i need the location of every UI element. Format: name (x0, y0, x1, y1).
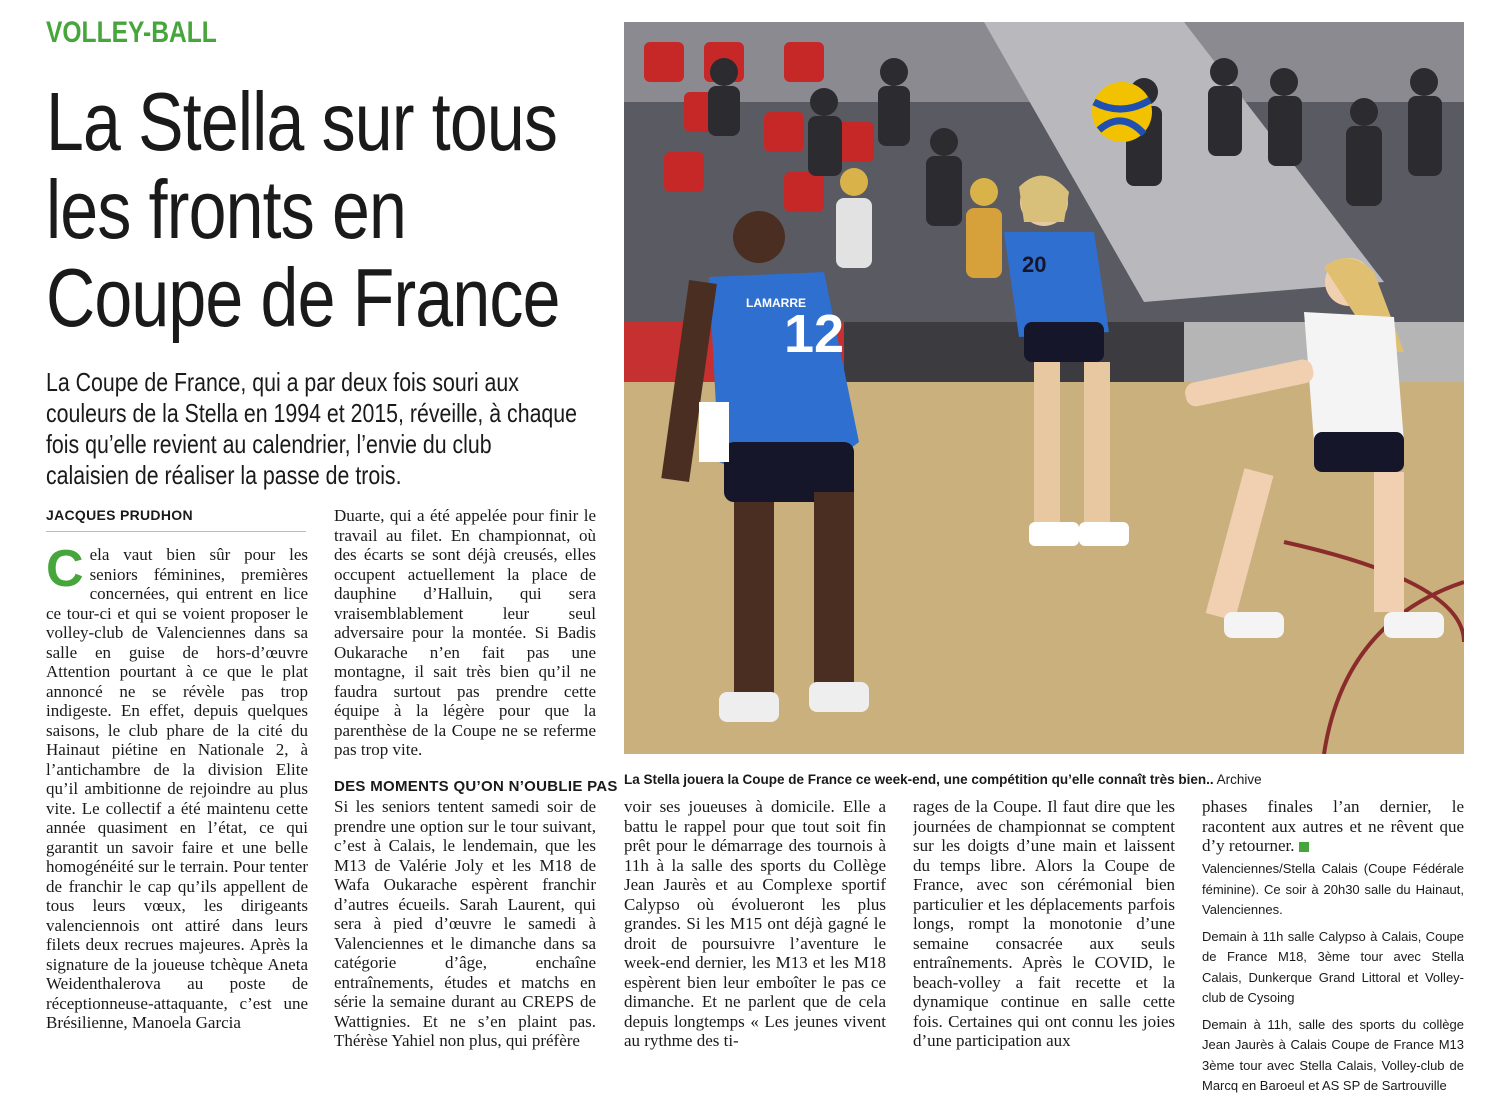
schedule-item: Demain à 11h, salle des sports du collège Jean Jaurès à Calais Coupe de France M13 3ème tour avec Stella Calais, Volley-club de Marcq en Baroeul et AS SP de Sartrouville (1202, 1016, 1464, 1093)
body-column-2-bottom (334, 797, 596, 1077)
headline: La Stella sur tous les fronts en Coupe de France (46, 75, 560, 344)
body-text: voir ses joueuses à domicile. Elle a battu le rappel pour que tout soit fin prêt pour le démarrage des tournois à 11h à la salle des sports du Collège Jean Jaurès et au Complexe sportif Calypso où évolueront les plus grandes. Si les M15 ont déjà gagné le droit de poursuivre l’aventure le week-end dernier, les M13 et les M18 espèrent bien leur emboîter le pas ce dimanche. Et ne parlent que de cela depuis longtemps « Les jeunes vivent au rythme des ti- (624, 797, 886, 1050)
jersey-number-12: 12 (784, 304, 845, 364)
subheading: DES MOMENTS QU’ON N’OUBLIE PAS (334, 778, 618, 795)
body-text: Duarte, qui a été appelée pour finir le travail au filet. En championnat, où des écarts se sont déjà creusés, elles occupent actuellement la place de dauphine d’Halluin, qui sera vraisemblablement leur seul adversaire pour la montée. Si Badis Oukarache n’en fait pas une montagne, il sait très bien qu’il ne faudra surtout pas prendre cette équipe à la légère pour que la parenthèse de la Coupe ne se referme pas trop vite. (334, 506, 596, 759)
jersey-name: LAMARRE (746, 296, 806, 310)
body-column-5 (1202, 797, 1464, 857)
schedule-item: Demain à 11h salle Calypso à Calais, Coupe de France M18, 3ème tour avec Stella Calais, Dunkerque Grand Littoral et Volley-club de Cysoing (1202, 928, 1464, 1005)
body-column-2-top (334, 506, 596, 759)
byline: JACQUES PRUDHON (46, 507, 193, 523)
end-mark-icon (1299, 842, 1309, 852)
drop-cap: C (46, 545, 84, 598)
body-text: ela vaut bien sûr pour les seniors féminines, premières concernées, qui entrent en lice ce tour-ci et qui se voient proposer le volley-club de Valenciennes dans sa salle en guise de hors-d’œuvre Attention pourtant à ce que le plat annoncé ne se révèle pas trop indigeste. En effet, depuis quelques saisons, le club phare de la cité du Hainaut piétine en Nationale 2, à l’antichambre de la division Elite qu’il ambitionne de rejoindre au plus vite. Le collectif a été maintenu cette année quasiment en l’état, ce qui garantit un savoir faire et une belle homogénéité sur le terrain. Pour tenter de franchir le cap qu’ils appellent de tous leurs vœux, les dirigeants valenciennois ont attiré dans leurs filets deux recrues majeures. Après la signature de la joueuse tchèque Aneta Weidenthalerova au poste de réceptionneuse-attaquante, c’est une Brésilienne, Manoela Garcia (46, 545, 308, 1032)
body-column-1 (46, 545, 308, 1075)
body-column-3 (624, 797, 886, 1077)
volleyball-photo-illustration (624, 22, 1464, 754)
body-text: phases finales l’an dernier, le racontent aux autres et ne rêvent que d’y retourner. (1202, 797, 1464, 855)
photo-caption (624, 772, 1464, 787)
byline-divider (46, 531, 306, 532)
jersey-number-20: 20 (1022, 252, 1047, 277)
lead-paragraph: La Coupe de France, qui a par deux fois souri aux couleurs de la Stella en 1994 et 2015, réveille, à chaque fois qu’elle revient au calendrier, l’envie du club calaisien de réaliser la passe de trois. (46, 367, 578, 490)
photo-credit: Archive (1216, 772, 1262, 787)
schedule-item: Valenciennes/Stella Calais (Coupe Fédérale féminine). Ce soir à 20h30 salle du Hainaut, Valenciennes. (1202, 861, 1464, 917)
article-photo (624, 22, 1464, 754)
body-text: rages de la Coupe. Il faut dire que les journées de championnat se comptent sur les doigts d’une main et laissent du temps libre. Alors la Coupe de France, avec son cérémonial bien particulier et les déplacements parfois longs, rompt la monotonie d’une semaine consacrée aux seuls entraînements. Après le COVID, le beach-volley a fait recette et la dynamique continue en salle cette fois. Certaines qui ont connu les joies d’une participation aux (913, 797, 1175, 1050)
schedule-box (1202, 859, 1464, 1103)
volleyball-ball (1092, 82, 1152, 142)
caption-text: La Stella jouera la Coupe de France ce week-end, une compétition qu’elle connaît très bien.. (624, 772, 1214, 787)
body-column-4 (913, 797, 1175, 1077)
body-text: Si les seniors tentent samedi soir de prendre une option sur le tour suivant, c’est à Calais, le lendemain, que les M13 de Valérie Joly et les M18 de Wafa Oukarache espèrent franchir d’autres écueils. Sarah Laurent, qui sera à pied d’œuvre le samedi à Valenciennes et le dimanche dans sa catégorie d’âge, enchaîne entraînements, études et matchs en série la semaine durant au CREPS de Wattignies. Et ne s’en plaint pas. Thérèse Yahiel non plus, qui préfère (334, 797, 596, 1050)
section-rubric: VOLLEY-BALL (46, 16, 217, 49)
